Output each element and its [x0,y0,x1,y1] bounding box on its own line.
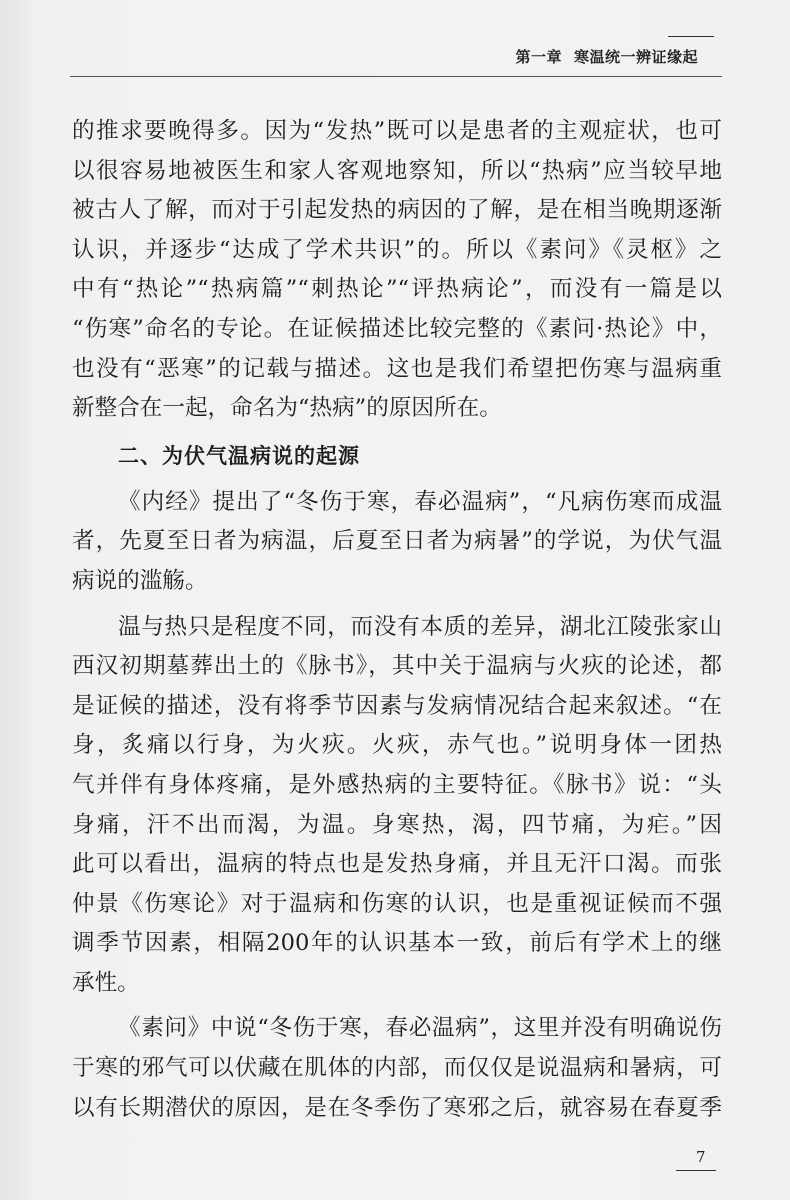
text-line: 气并伴有身体疼痛，是外感热病的主要特征。《脉书》说：“头 [72,771,722,798]
text-line: 中有“热论”“热病篇”“刺热论”“评热病论”，而没有一篇是以 [72,276,722,303]
text-line: 病说的滥觞。 [72,567,208,594]
footer-rule [676,1170,716,1171]
text-line: 以有长期潜伏的原因，是在冬季伤了寒邪之后，就容易在春夏季 [72,1094,722,1121]
text-line: 承性。 [72,969,140,996]
text-line: 以很容易地被医生和家人客观地察知，所以“热病”应当较早地 [72,157,722,184]
text-line: 调季节因素，相隔200年的认识基本一致，前后有学术上的继 [72,930,722,957]
text-line: 认识，并逐步“达成了学术共识”的。所以《素问》《灵枢》之 [72,236,722,263]
text-line: 仲景《伤寒论》对于温病和伤寒的认识，也是重视证候而不强 [72,890,722,917]
text-line: 身，炙痛以行身，为火疢。火疢，赤气也。”说明身体一团热 [72,732,722,759]
text-line: 者，先夏至日者为病温，后夏至日者为病暑”的学说，为伏气温 [72,528,722,555]
text-line: 于寒的邪气可以伏藏在肌体的内部，而仅仅是说温病和暑病，可 [72,1055,722,1082]
text-line: 温与热只是程度不同，而没有本质的差异，湖北江陵张家山 [118,613,722,640]
paragraph-2 [72,483,722,602]
paragraph-3 [72,608,722,1004]
header-short-rule [668,36,714,37]
page-number: 7 [696,1148,706,1166]
text-line: 身痛，汗不出而渴，为温。身寒热，渴，四节痛，为疟。”因 [72,811,722,838]
section-heading: 二、为伏气温病说的起源 [118,443,360,468]
chapter-number: 第一章 [515,48,562,66]
paragraph-1 [72,112,722,429]
running-head [515,46,698,67]
text-line: 被古人了解，而对于引起发热的病因的了解，是在相当晚期逐渐 [72,197,722,224]
chapter-title: 寒温统一辨证缘起 [573,48,698,66]
paragraph-4 [72,1009,722,1128]
text-line: 也没有“恶寒”的记载与描述。这也是我们希望把伤寒与温病重 [72,355,722,382]
text-line: 是证候的描述，没有将季节因素与发病情况结合起来叙述。“在 [72,692,722,719]
text-line: 新整合在一起，命名为“热病”的原因所在。 [72,395,502,422]
text-line: 《内经》提出了“冬伤于寒，春必温病”，“凡病伤寒而成温 [118,488,722,515]
body-text [72,112,722,1128]
header-divider [70,76,722,77]
text-line: 《素问》中说“冬伤于寒，春必温病”，这里并没有明确说伤 [118,1015,722,1042]
text-line: 此可以看出，温病的特点也是发热身痛，并且无汗口渴。而张 [72,851,722,878]
text-line: 西汉初期墓葬出土的《脉书》，其中关于温病与火疢的论述，都 [72,653,722,680]
text-line: “伤寒”命名的专论。在证候描述比较完整的《素问·热论》中， [72,315,722,342]
text-line: 的推求要晚得多。因为“发热”既可以是患者的主观症状，也可 [72,118,722,144]
